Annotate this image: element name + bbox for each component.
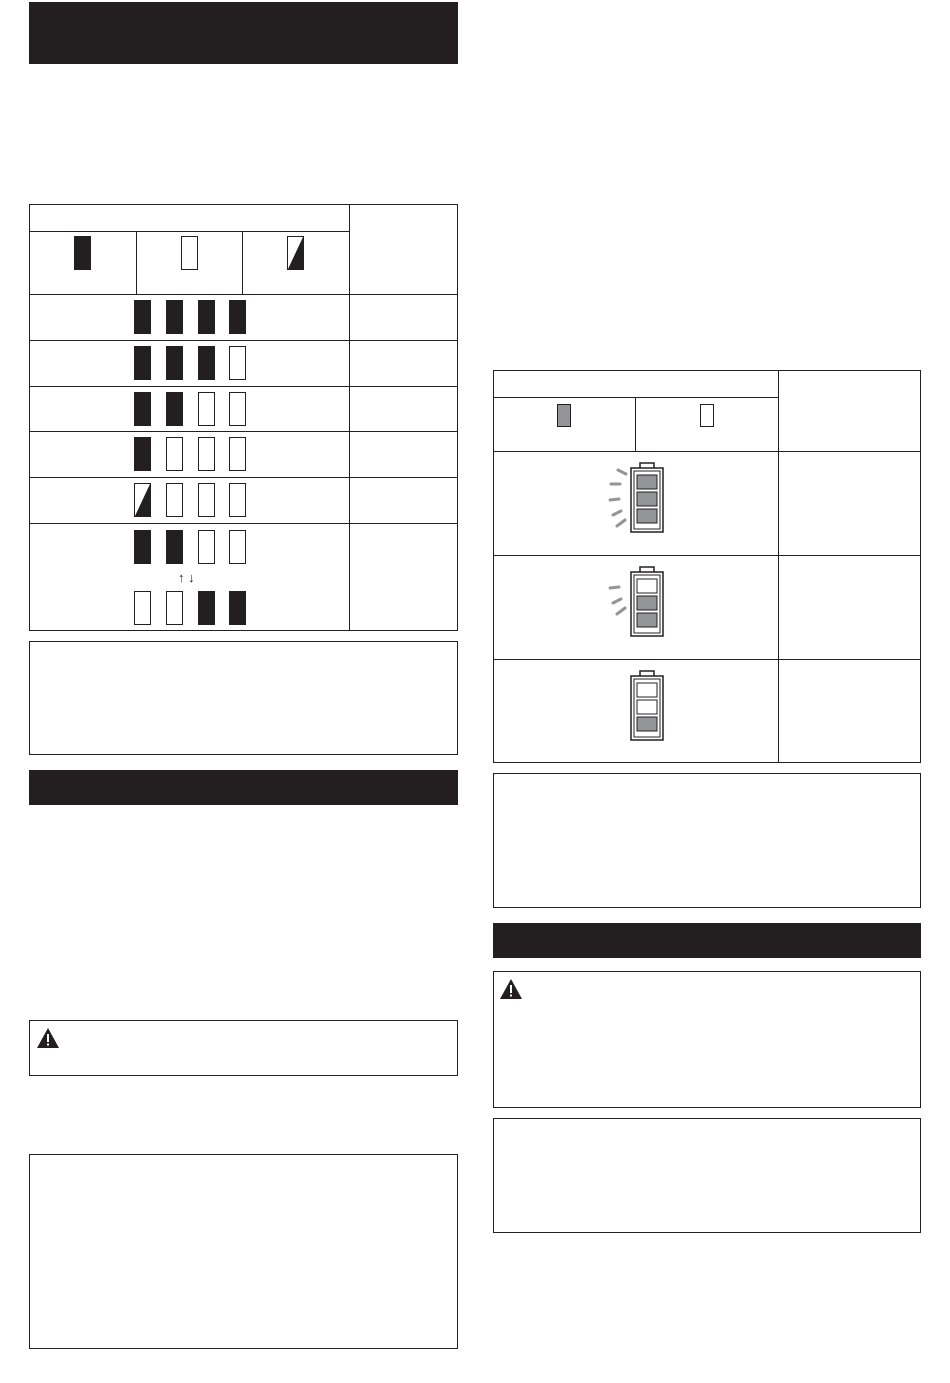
note-box-1: [29, 641, 458, 755]
note-box-3: [493, 773, 921, 908]
up-down-arrows-icon: ↑ ↓: [178, 570, 195, 585]
caution-box-left: [29, 1020, 458, 1076]
battery-icon: [604, 462, 666, 534]
filled-rectangle-icon: [166, 346, 183, 380]
note-box-4: [493, 1118, 921, 1233]
filled-rectangle-icon: [166, 530, 183, 564]
battery-level-segment: [637, 579, 657, 593]
empty-rectangle-icon: [229, 392, 246, 426]
battery-level-segment: [637, 683, 657, 697]
section-heading-bar-top: [29, 2, 458, 64]
filled-rectangle-icon: [229, 591, 246, 625]
empty-rectangle-icon: [229, 483, 246, 517]
table-divider: [349, 204, 350, 631]
empty-rectangle-icon: [166, 591, 183, 625]
note-box-2: [29, 1154, 458, 1349]
table-divider: [29, 477, 458, 478]
empty-rectangle-icon: [134, 591, 151, 625]
battery-icon: [604, 670, 666, 742]
filled-rectangle-icon: [198, 346, 215, 380]
filled-rectangle-icon: [134, 300, 151, 334]
filled-rectangle-icon: [134, 346, 151, 380]
empty-rectangle-icon: [229, 346, 246, 380]
empty-rectangle-icon: [198, 392, 215, 426]
empty-rectangle-icon: [198, 437, 215, 471]
section-heading-bar-3: [493, 923, 921, 958]
table-divider: [242, 231, 243, 294]
filled-rectangle-icon: [134, 530, 151, 564]
table-divider: [29, 523, 458, 524]
battery-level-segment: [637, 717, 657, 731]
battery-level-segment: [637, 596, 657, 610]
filled-rectangle-icon: [134, 437, 151, 471]
table-divider: [493, 555, 921, 556]
table-divider: [493, 659, 921, 660]
table-divider: [29, 340, 458, 341]
table-divider: [136, 231, 137, 294]
warning-triangle-icon: [499, 978, 523, 1000]
battery-level-segment: [637, 492, 657, 506]
table-divider: [29, 294, 458, 295]
table-divider: [29, 386, 458, 387]
half-filled-rectangle-icon: [287, 236, 304, 270]
empty-rectangle-icon: [198, 483, 215, 517]
empty-rectangle-icon: [229, 437, 246, 471]
empty-rectangle-icon: [229, 530, 246, 564]
battery-level-segment: [637, 700, 657, 714]
tool-battery-table: [493, 370, 921, 763]
table-divider: [493, 451, 921, 452]
battery-level-segment: [637, 613, 657, 627]
empty-rectangle-icon: [166, 483, 183, 517]
filled-rectangle-icon: [198, 591, 215, 625]
empty-rectangle-icon: [700, 404, 714, 427]
empty-rectangle-icon: [181, 236, 198, 270]
table-divider: [778, 370, 779, 763]
caution-box-right: [493, 971, 921, 1108]
table-divider: [635, 397, 636, 452]
table-divider: [29, 431, 458, 432]
filled-rectangle-icon: [198, 300, 215, 334]
filled-rectangle-icon: [74, 236, 91, 270]
table-divider: [29, 231, 349, 232]
filled-rectangle-icon: [166, 300, 183, 334]
empty-rectangle-icon: [198, 530, 215, 564]
battery-level-segment: [637, 509, 657, 523]
battery-icon: [604, 566, 666, 638]
filled-rectangle-icon: [166, 392, 183, 426]
warning-triangle-icon: [36, 1027, 60, 1049]
section-heading-bar-2: [29, 770, 458, 805]
empty-rectangle-icon: [166, 437, 183, 471]
gray-rectangle-icon: [557, 404, 571, 427]
half-filled-rectangle-icon: [134, 483, 151, 517]
battery-level-segment: [637, 475, 657, 489]
filled-rectangle-icon: [229, 300, 246, 334]
filled-rectangle-icon: [134, 392, 151, 426]
